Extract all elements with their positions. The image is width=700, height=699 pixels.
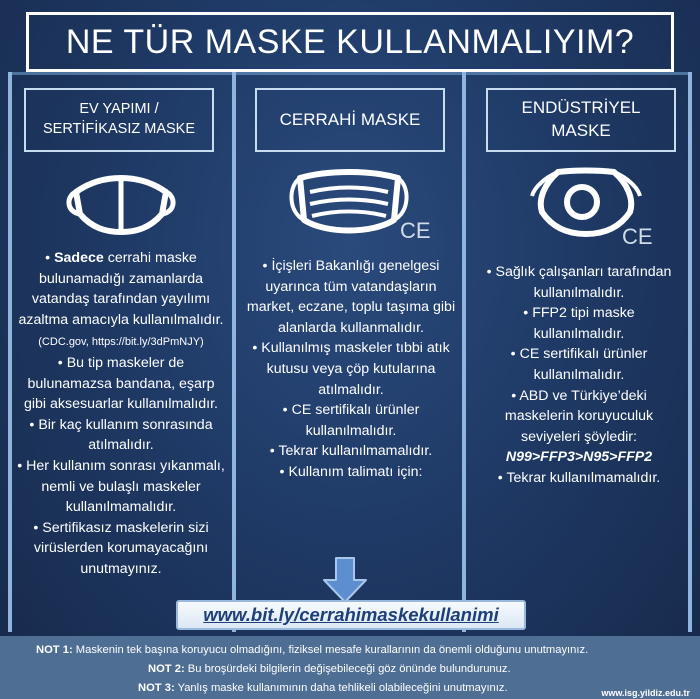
column-surgical-text	[245, 256, 457, 483]
list-item: • Tekrar kullanılmamalıdır.	[269, 443, 433, 460]
list-item: • CE sertifikalı ürünler kullanılmalıdır.	[282, 402, 420, 439]
list-item: • FFP2 tipi maske kullanılmalıdır.	[523, 305, 635, 342]
list-item: • Her kullanım sonrası yıkanmalı, nemli ve bulaşlı maskeler kullanılmamalıdır.	[17, 457, 225, 516]
list-item: • İçişleri Bakanlığı genelgesi uyarınca tüm vatandaşların market, eczane, toplu taşıma gibi alanlarda kullanmalıdır.	[246, 258, 456, 336]
column-header-industrial-label: ENDÜSTRİYEL MASKE	[521, 98, 641, 140]
column-header-homemade-label: EV YAPIMI / SERTİFİKASIZ MASKE	[42, 101, 196, 137]
item-text: İçişleri Bakanlığı genelgesi uyarınca tüm vatandaşların market, eczane, toplu taşıma gibi alanlarda kullanmalıdır.	[246, 258, 456, 336]
item-text: Kullanılmış maskeler tıbbi atık kutusu veya çöp kutularına atılmalıdır.	[261, 340, 450, 398]
column-divider-right-edge	[688, 72, 692, 632]
item-text: Tekrar kullanılmamalıdır.	[506, 469, 661, 486]
item-text: FFP2 tipi maske kullanılmalıdır.	[532, 305, 635, 342]
arrow-down-icon	[320, 556, 370, 604]
list-item: • Kullanılmış maskeler tıbbi atık kutusu veya çöp kutularına atılmalıdır.	[252, 340, 450, 398]
column-homemade-text	[16, 248, 226, 580]
header-divider	[8, 72, 692, 75]
item-text: Kullanım talimatı için:	[288, 463, 423, 480]
item-text: Tekrar kullanılmamalıdır.	[278, 443, 433, 460]
column-header-surgical	[255, 88, 445, 152]
protection-levels: N99>FFP3>N95>FFP2	[505, 449, 653, 466]
item-text: ABD ve Türkiye’deki maskelerin koruyuculuk seviyeleri şöyledir:	[504, 387, 654, 445]
column-divider-2	[462, 72, 466, 632]
note-text: Bu broşürdeki bilgilerin değişebileceği göz önünde bulundurunuz.	[184, 663, 511, 675]
item-text: Her kullanım sonrası yıkanmalı, nemli ve bulaşlı maskeler kullanılmamalıdır.	[26, 457, 225, 516]
note-2	[148, 663, 511, 675]
source-reference: (CDC.gov, https://bit.ly/3dPmNJY)	[38, 336, 204, 349]
list-item: • Bir kaç kullanım sonrasında atılmalıdır.	[29, 416, 213, 454]
page-title: NE TÜR MASKE KULLANMALIYIM?	[65, 22, 635, 61]
instructions-link[interactable]: www.bit.ly/cerrahimaskekullanimi	[203, 604, 499, 625]
surgical-mask-icon	[288, 168, 410, 242]
list-item: • Bu tip maskeler de bulunamazsa bandana, eşarp gibi aksesuarlar kullanılmalıdır.	[24, 354, 218, 413]
note-text: Maskenin tek başına koruyucu olmadığını, fiziksel mesafe kurallarının da önemli olduğunu unutmayınız.	[72, 644, 589, 656]
column-divider-left-edge	[8, 72, 12, 632]
list-item: • Sadece cerrahi maske bulunamadığı zamanlarda vatandaş tarafından yayılımı azaltma amacıyla kullanılmalıdır. (CDC.gov, https://bit.ly/3dPmNJY)	[18, 250, 224, 349]
column-industrial-text	[476, 262, 682, 489]
item-text: cerrahi maske bulunamadığı zamanlarda vatandaş tarafından yayılımı azaltma amacıyla kullanılmalıdır.	[18, 250, 224, 328]
note-label: NOT 2:	[148, 663, 185, 675]
website-label: www.isg.yildiz.edu.tr	[601, 688, 690, 698]
list-item: • Sertifikasız maskelerin sizi virüslerden korumayacağını unutmayınız.	[33, 519, 209, 577]
cloth-mask-icon	[62, 172, 180, 236]
list-item: • Sağlık çalışanları tarafından kullanılmalıdır.	[486, 264, 672, 301]
notes-bar	[0, 636, 700, 699]
emphasis-text: Sadece	[54, 250, 104, 266]
title-box	[26, 12, 674, 72]
note-label: NOT 3:	[138, 682, 175, 694]
column-divider-1	[232, 72, 236, 632]
item-text: CE sertifikalı ürünler kullanılmalıdır.	[291, 402, 420, 439]
list-item: • Kullanım talimatı için:	[279, 463, 423, 480]
item-text: CE sertifikalı ürünler kullanılmalıdır.	[519, 346, 648, 383]
ce-mark-industrial: CE	[622, 224, 653, 249]
ce-mark-surgical: CE	[400, 218, 431, 243]
list-item: • Tekrar kullanılmamalıdır.	[497, 469, 661, 486]
item-text: Bu tip maskeler de bulunamazsa bandana, eşarp gibi aksesuarlar kullanılmalıdır.	[24, 354, 218, 413]
note-text: Yanlış maske kullanımının daha tehlikeli olabileceğini unutmayınız.	[174, 682, 508, 694]
column-header-homemade	[24, 88, 214, 152]
note-3	[138, 682, 508, 694]
list-item: • CE sertifikalı ürünler kullanılmalıdır.	[510, 346, 648, 383]
item-text: Sertifikasız maskelerin sizi virüslerden korumayacağını unutmayınız.	[33, 519, 209, 577]
item-text: Sağlık çalışanları tarafından kullanılmalıdır.	[495, 264, 672, 301]
note-label: NOT 1:	[36, 644, 73, 656]
column-header-industrial	[486, 88, 676, 152]
list-item: • ABD ve Türkiye’deki maskelerin koruyuculuk seviyeleri şöyledir: N99>FFP3>N95>FFP2	[504, 387, 654, 466]
note-1	[36, 644, 588, 656]
url-box[interactable]	[176, 600, 526, 630]
column-header-surgical-label: CERRAHİ MASKE	[279, 109, 421, 129]
item-text: Bir kaç kullanım sonrasında atılmalıdır.	[38, 416, 213, 454]
